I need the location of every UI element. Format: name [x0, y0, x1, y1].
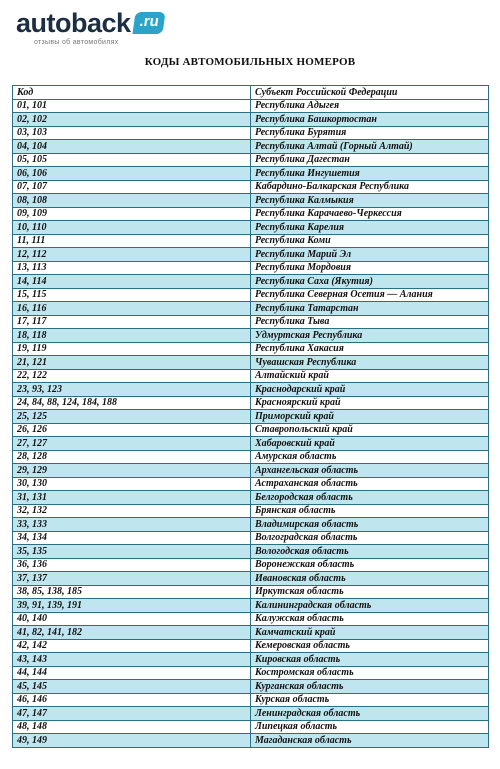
cell-code: 08, 108 — [13, 194, 251, 208]
table-row — [13, 612, 489, 626]
table-row — [13, 261, 489, 275]
cell-region: Ставропольский край — [251, 423, 489, 437]
cell-region: Республика Адыгея — [251, 99, 489, 113]
cell-code: 13, 113 — [13, 261, 251, 275]
table-row — [13, 140, 489, 154]
cell-region: Липецкая область — [251, 720, 489, 734]
cell-code: 39, 91, 139, 191 — [13, 599, 251, 613]
cell-region: Республика Татарстан — [251, 302, 489, 316]
cell-region: Хабаровский край — [251, 437, 489, 451]
cell-code: 25, 125 — [13, 410, 251, 424]
table-row — [13, 342, 489, 356]
table-row — [13, 302, 489, 316]
cell-code: 05, 105 — [13, 153, 251, 167]
table-row — [13, 221, 489, 235]
page-title: КОДЫ АВТОМОБИЛЬНЫХ НОМЕРОВ — [144, 56, 356, 68]
cell-region: Республика Тыва — [251, 315, 489, 329]
table-row — [13, 126, 489, 140]
cell-region: Камчатский край — [251, 626, 489, 640]
table-row — [13, 531, 489, 545]
table-row — [13, 180, 489, 194]
table-row — [13, 477, 489, 491]
table-row — [13, 410, 489, 424]
table-row — [13, 504, 489, 518]
cell-region: Республика Калмыкия — [251, 194, 489, 208]
logo-wordmark: autoback — [16, 8, 131, 38]
cell-code: 45, 145 — [13, 680, 251, 694]
cell-region: Амурская область — [251, 450, 489, 464]
logo-tagline: отзывы об автомобилях — [34, 39, 119, 46]
table-row — [13, 599, 489, 613]
cell-region: Республика Хакасия — [251, 342, 489, 356]
table-row — [13, 356, 489, 370]
cell-code: 38, 85, 138, 185 — [13, 585, 251, 599]
cell-region: Республика Северная Осетия — Алания — [251, 288, 489, 302]
cell-region: Кировская область — [251, 653, 489, 667]
cell-region: Кабардино-Балкарская Республика — [251, 180, 489, 194]
cell-code: 33, 133 — [13, 518, 251, 532]
cell-code: 40, 140 — [13, 612, 251, 626]
cell-code: 02, 102 — [13, 113, 251, 127]
cell-region: Волгоградская область — [251, 531, 489, 545]
cell-code: 32, 132 — [13, 504, 251, 518]
table-row — [13, 680, 489, 694]
table-row — [13, 248, 489, 262]
cell-region: Красноярский край — [251, 396, 489, 410]
table-row — [13, 450, 489, 464]
table-row — [13, 315, 489, 329]
cell-region: Республика Мордовия — [251, 261, 489, 275]
table-row — [13, 113, 489, 127]
logo[interactable] — [16, 8, 166, 48]
column-header-code: Код — [13, 86, 251, 100]
cell-code: 17, 117 — [13, 315, 251, 329]
cell-code: 09, 109 — [13, 207, 251, 221]
cell-region: Курская область — [251, 693, 489, 707]
cell-code: 18, 118 — [13, 329, 251, 343]
table-row — [13, 437, 489, 451]
cell-region: Кемеровская область — [251, 639, 489, 653]
table-row — [13, 626, 489, 640]
cell-code: 10, 110 — [13, 221, 251, 235]
cell-region: Республика Карелия — [251, 221, 489, 235]
column-header-region: Субъект Российской Федерации — [251, 86, 489, 100]
cell-code: 01, 101 — [13, 99, 251, 113]
cell-region: Республика Карачаево-Черкессия — [251, 207, 489, 221]
table-row — [13, 396, 489, 410]
cell-code: 15, 115 — [13, 288, 251, 302]
table-row — [13, 383, 489, 397]
table-row — [13, 234, 489, 248]
table-row — [13, 369, 489, 383]
table-row — [13, 153, 489, 167]
table-row — [13, 545, 489, 559]
cell-code: 36, 136 — [13, 558, 251, 572]
cell-code: 29, 129 — [13, 464, 251, 478]
cell-code: 30, 130 — [13, 477, 251, 491]
cell-code: 23, 93, 123 — [13, 383, 251, 397]
table-row — [13, 194, 489, 208]
cell-code: 42, 142 — [13, 639, 251, 653]
cell-code: 04, 104 — [13, 140, 251, 154]
cell-region: Архангельская область — [251, 464, 489, 478]
cell-region: Владимирская область — [251, 518, 489, 532]
cell-region: Краснодарский край — [251, 383, 489, 397]
plate-codes-table — [12, 85, 489, 748]
table-row — [13, 329, 489, 343]
cell-code: 11, 111 — [13, 234, 251, 248]
cell-region: Республика Бурятия — [251, 126, 489, 140]
cell-region: Калужская область — [251, 612, 489, 626]
table-row — [13, 99, 489, 113]
cell-code: 31, 131 — [13, 491, 251, 505]
cell-code: 06, 106 — [13, 167, 251, 181]
cell-region: Брянская область — [251, 504, 489, 518]
cell-region: Республика Дагестан — [251, 153, 489, 167]
cell-code: 44, 144 — [13, 666, 251, 680]
logo-badge: .ru — [132, 12, 165, 34]
cell-region: Чувашская Республика — [251, 356, 489, 370]
cell-region: Астраханская область — [251, 477, 489, 491]
cell-region: Республика Алтай (Горный Алтай) — [251, 140, 489, 154]
cell-region: Калининградская область — [251, 599, 489, 613]
table-row — [13, 666, 489, 680]
cell-code: 12, 112 — [13, 248, 251, 262]
cell-code: 49, 149 — [13, 734, 251, 748]
cell-region: Магаданская область — [251, 734, 489, 748]
cell-region: Приморский край — [251, 410, 489, 424]
table-row — [13, 693, 489, 707]
table-row — [13, 518, 489, 532]
cell-region: Республика Саха (Якутия) — [251, 275, 489, 289]
cell-region: Алтайский край — [251, 369, 489, 383]
table-row — [13, 558, 489, 572]
cell-region: Республика Ингушетия — [251, 167, 489, 181]
cell-region: Курганская область — [251, 680, 489, 694]
cell-code: 37, 137 — [13, 572, 251, 586]
cell-region: Костромская область — [251, 666, 489, 680]
cell-code: 21, 121 — [13, 356, 251, 370]
cell-code: 03, 103 — [13, 126, 251, 140]
cell-code: 48, 148 — [13, 720, 251, 734]
cell-code: 16, 116 — [13, 302, 251, 316]
cell-code: 43, 143 — [13, 653, 251, 667]
table-row — [13, 639, 489, 653]
cell-code: 14, 114 — [13, 275, 251, 289]
cell-region: Ленинградская область — [251, 707, 489, 721]
table-row — [13, 734, 489, 748]
cell-code: 22, 122 — [13, 369, 251, 383]
table-row — [13, 464, 489, 478]
cell-code: 47, 147 — [13, 707, 251, 721]
table-row — [13, 572, 489, 586]
cell-region: Вологодская область — [251, 545, 489, 559]
cell-code: 24, 84, 88, 124, 184, 188 — [13, 396, 251, 410]
table-row — [13, 167, 489, 181]
cell-code: 34, 134 — [13, 531, 251, 545]
cell-region: Белгородская область — [251, 491, 489, 505]
cell-region: Республика Марий Эл — [251, 248, 489, 262]
table-header-row — [13, 86, 489, 100]
table-row — [13, 491, 489, 505]
table-row — [13, 275, 489, 289]
cell-region: Воронежская область — [251, 558, 489, 572]
cell-code: 46, 146 — [13, 693, 251, 707]
cell-region: Удмуртская Республика — [251, 329, 489, 343]
cell-code: 27, 127 — [13, 437, 251, 451]
cell-code: 07, 107 — [13, 180, 251, 194]
table-row — [13, 288, 489, 302]
cell-region: Иркутская область — [251, 585, 489, 599]
cell-code: 41, 82, 141, 182 — [13, 626, 251, 640]
cell-code: 19, 119 — [13, 342, 251, 356]
cell-region: Ивановская область — [251, 572, 489, 586]
cell-code: 28, 128 — [13, 450, 251, 464]
table-row — [13, 585, 489, 599]
table-row — [13, 707, 489, 721]
table-row — [13, 207, 489, 221]
cell-code: 26, 126 — [13, 423, 251, 437]
table-row — [13, 720, 489, 734]
cell-code: 35, 135 — [13, 545, 251, 559]
table-row — [13, 423, 489, 437]
cell-region: Республика Башкортостан — [251, 113, 489, 127]
table-row — [13, 653, 489, 667]
cell-region: Республика Коми — [251, 234, 489, 248]
